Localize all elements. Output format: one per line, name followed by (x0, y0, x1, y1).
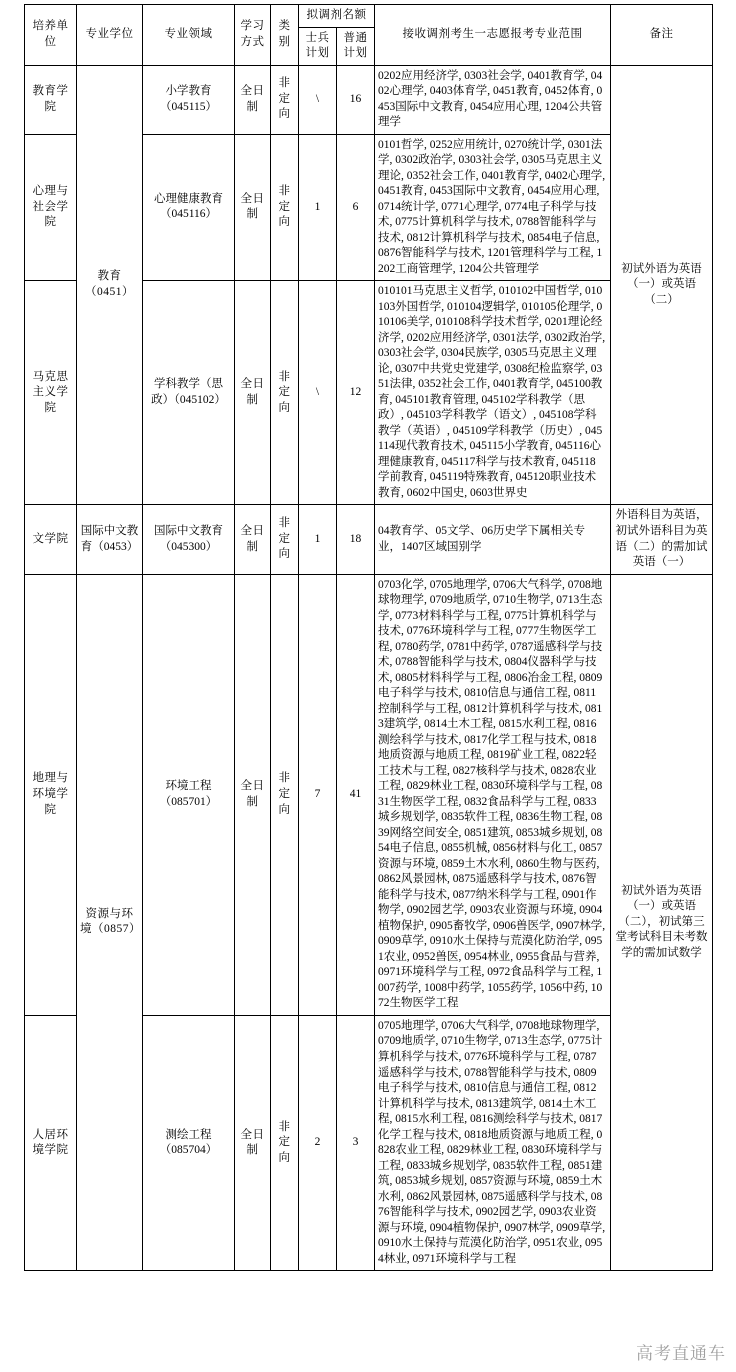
header-field: 专业领域 (143, 5, 235, 66)
cell-unit: 心理与社会学院 (25, 134, 77, 281)
cell-type: 非定向 (271, 1015, 299, 1270)
header-quota-group: 拟调剂名额 (299, 5, 375, 28)
cell-type: 非定向 (271, 65, 299, 134)
cell-unit: 文学院 (25, 505, 77, 574)
header-scope: 接收调剂考生一志愿报考专业范围 (375, 5, 611, 66)
cell-mode: 全日制 (235, 1015, 271, 1270)
header-type: 类别 (271, 5, 299, 66)
cell-type: 非定向 (271, 574, 299, 1015)
cell-quota-soldier: 7 (299, 574, 337, 1015)
cell-remark: 外语科目为英语，初试外语科目为英语（二）的需加试英语（一） (611, 505, 713, 574)
cell-field: 小学教育（045115） (143, 65, 235, 134)
cell-unit: 人居环境学院 (25, 1015, 77, 1270)
table-body (25, 65, 713, 1271)
table-row (25, 65, 713, 134)
cell-degree: 教育（0451） (77, 65, 143, 505)
cell-field: 国际中文教育（045300） (143, 505, 235, 574)
cell-quota-normal: 16 (337, 65, 375, 134)
cell-unit: 地理与环境学院 (25, 574, 77, 1015)
header-unit: 培养单位 (25, 5, 77, 66)
cell-type: 非定向 (271, 134, 299, 281)
cell-quota-soldier: 1 (299, 134, 337, 281)
cell-mode: 全日制 (235, 134, 271, 281)
header-degree: 专业学位 (77, 5, 143, 66)
cell-scope: 0202应用经济学, 0303社会学, 0401教育学, 0402心理学, 0403体育学, 0451教育, 0452体育, 0453国际中文教育, 0454应用心理, 1204公共管理学 (375, 65, 611, 134)
table-header (25, 5, 713, 66)
cell-unit: 教育学院 (25, 65, 77, 134)
cell-quota-soldier: \ (299, 65, 337, 134)
cell-quota-soldier: \ (299, 281, 337, 505)
cell-quota-normal: 6 (337, 134, 375, 281)
cell-mode: 全日制 (235, 281, 271, 505)
cell-scope: 0705地理学, 0706大气科学, 0708地球物理学, 0709地质学, 0710生物学, 0713生态学, 0775计算机科学与技术, 0776环境科学与工程, 0787遥感科学与技术, 0788智能科学与技术, 0809电子科学与技术, 0810信息与通信工程, 0812计算机科学与技术, 0813建筑学, 0814土木工程, 0815水利工程, 0816测绘科学与技术, 0817化学工程与技术, 0818地质资源与地质工程, 0828农业工程, 0829林业工程, 0830环境科学与工程, 0833城乡规划学, 0835软件工程, 0851建筑, 0853城乡规划, 0857资源与环境, 0859土木水利, 0862风景园林, 0875遥感科学与技术, 0876智能科学与技术, 0902园艺学, 0903农业资源与环境, 0904植物保护, 0907林学, 0909草学, 0910水土保持与荒漠化防治学, 0951农业, 0954林业, 0971环境科学与工程 (375, 1015, 611, 1270)
header-quota-normal: 普通计划 (337, 27, 375, 65)
cell-quota-normal: 18 (337, 505, 375, 574)
cell-unit: 马克思主义学院 (25, 281, 77, 505)
cell-mode: 全日制 (235, 505, 271, 574)
cell-mode: 全日制 (235, 65, 271, 134)
cell-scope: 0703化学, 0705地理学, 0706大气科学, 0708地球物理学, 0709地质学, 0710生物学, 0713生态学, 0773材料科学与工程, 0775计算机科学与技术, 0776环境科学与工程, 0777生物医学工程, 0780药学, 0781中药学, 0787遥感科学与技术, 0788智能科学与技术, 0804仪器科学与技术, 0805材料科学与工程, 0806冶金工程, 0809电子科学与技术, 0810信息与通信工程, 0811控制科学与工程, 0812计算机科学与技术, 0813建筑学, 0814土木工程, 0815水利工程, 0816测绘科学与技术, 0817化学工程与技术, 0818地质资源与地质工程, 0819矿业工程, 0822轻工技术与工程, 0827核科学与技术, 0828农业工程, 0829林业工程, 0830环境科学与工程, 0831生物医学工程, 0832食品科学与工程, 0833城乡规划学, 0835软件工程, 0836生物工程, 0839网络空间安全, 0851建筑, 0853城乡规划, 0854电子信息, 0855机械, 0856材料与化工, 0857资源与环境, 0859土木水利, 0860生物与医药, 0862风景园林, 0875遥感科学与技术, 0876智能科学与技术, 0877纳米科学与工程, 0901作物学, 0902园艺学, 0903农业资源与环境, 0904植物保护, 0905畜牧学, 0906兽医学, 0907林学, 0909草学, 0910水土保持与荒漠化防治学, 0951农业, 0952兽医, 0954林业, 0955食品与营养, 0971环境科学与工程, 0972食品科学与工程, 1007药学, 1008中药学, 1055药学, 1056中药, 1072生物医学工程 (375, 574, 611, 1015)
adjustment-quota-table (24, 4, 713, 1271)
cell-quota-normal: 12 (337, 281, 375, 505)
cell-field: 测绘工程（085704） (143, 1015, 235, 1270)
cell-degree: 国际中文教育（0453） (77, 505, 143, 574)
cell-field: 心理健康教育（045116） (143, 134, 235, 281)
cell-quota-soldier: 1 (299, 505, 337, 574)
header-quota-soldier: 士兵计划 (299, 27, 337, 65)
header-mode: 学习方式 (235, 5, 271, 66)
cell-field: 学科教学（思政）（045102） (143, 281, 235, 505)
cell-mode: 全日制 (235, 574, 271, 1015)
cell-quota-soldier: 2 (299, 1015, 337, 1270)
table-row (25, 574, 713, 1015)
cell-scope: 04教育学、05文学、06历史学下属相关专业，1407区域国别学 (375, 505, 611, 574)
cell-remark: 初试外语为英语（一）或英语（二） (611, 65, 713, 505)
header-remark: 备注 (611, 5, 713, 66)
cell-scope: 010101马克思主义哲学, 010102中国哲学, 010103外国哲学, 010104逻辑学, 010105伦理学, 010106美学, 010108科学技术哲学, 0201理论经济学, 0202应用经济学, 0301法学, 0302政治学, 0303社会学, 0304民族学, 0305马克思主义理论, 0307中共党史党建学, 0308纪检监察学, 0351法律, 0352社会工作, 0401教育学, 045100教育, 045101教育管理, 045102学科教学（思政）, 045103学科教学（语文）, 045108学科教学（英语）, 045109学科教学（历史）, 045114现代教育技术, 045115小学教育, 045116心理健康教育, 045117科学与技术教育, 045118学前教育, 045119特殊教育, 045120职业技术教育, 0602中国史, 0603世界史 (375, 281, 611, 505)
cell-quota-normal: 3 (337, 1015, 375, 1270)
cell-degree: 资源与环境（0857） (77, 574, 143, 1271)
cell-scope: 0101哲学, 0252应用统计, 0270统计学, 0301法学, 0302政治学, 0303社会学, 0305马克思主义理论, 0352社会工作, 0401教育学, 0402心理学, 0451教育, 0453国际中文教育, 0454应用心理, 0714统计学, 0771心理学, 0774电子科学与技术, 0775计算机科学与技术, 0788智能科学与技术, 0812计算机科学与技术, 0854电子信息, 0876智能科学与技术, 1201管理科学与工程, 1202工商管理学, 1204公共管理学 (375, 134, 611, 281)
cell-type: 非定向 (271, 281, 299, 505)
watermark-text: 高考直通车 (636, 1344, 726, 1363)
cell-type: 非定向 (271, 505, 299, 574)
table-row (25, 505, 713, 574)
cell-quota-normal: 41 (337, 574, 375, 1015)
header-row-1 (25, 5, 713, 28)
cell-remark: 初试外语为英语（一）或英语（二），初试第三堂考试科目未考数学的需加试数学 (611, 574, 713, 1271)
cell-field: 环境工程（085701） (143, 574, 235, 1015)
